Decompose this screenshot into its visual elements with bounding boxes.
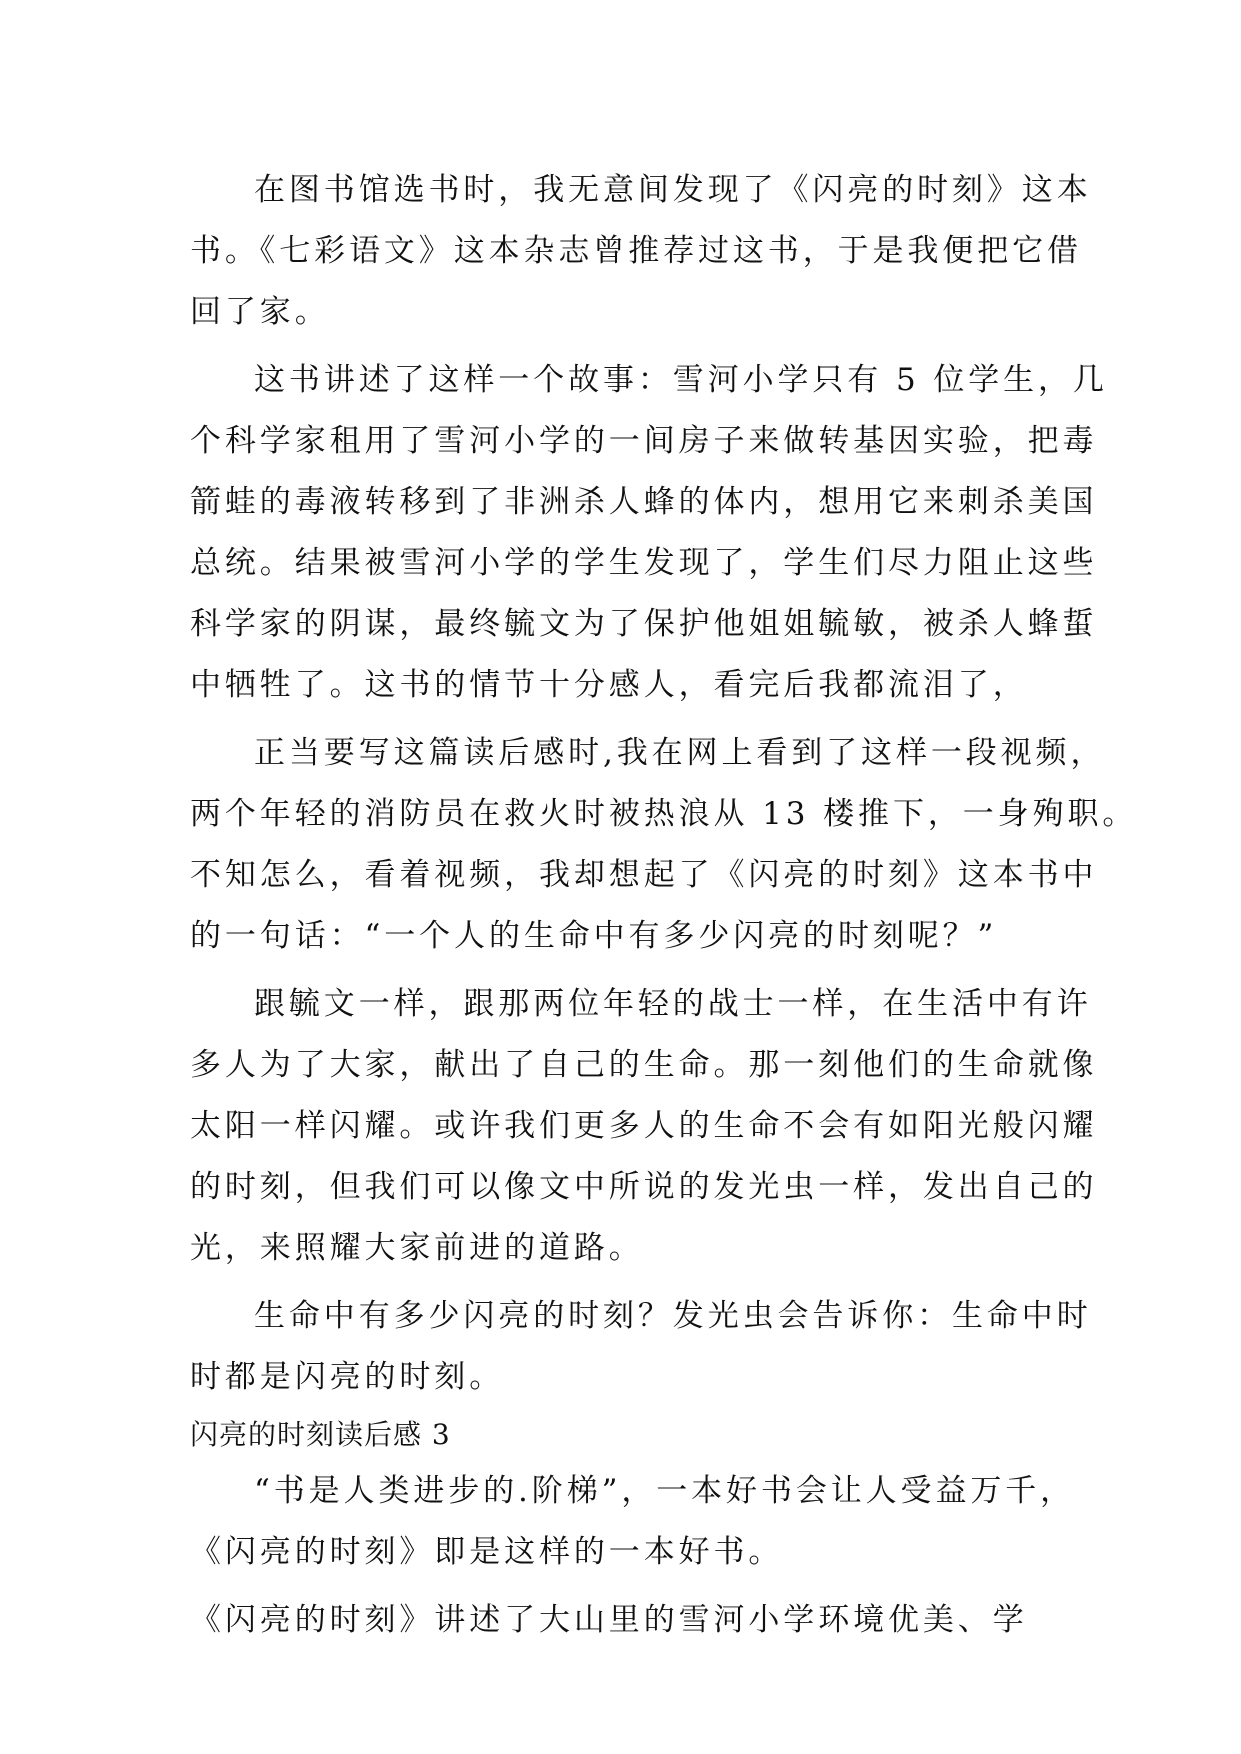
text-line: 生命中有多少闪亮的时刻？发光虫会告诉你：生命中时	[254, 1298, 1092, 1334]
paragraph-3	[190, 723, 1138, 967]
text-line: 科学家的阴谋，最终毓文为了保护他姐姐毓敏，被杀人蜂蜇	[190, 606, 1098, 642]
text-line: 箭蛙的毒液转移到了非洲杀人蜂的体内，想用它来刺杀美国	[190, 484, 1098, 520]
text-line: 两个年轻的消防员在救火时被热浪从 13 楼推下，一身殉职。	[190, 796, 1138, 832]
text-line: 时都是闪亮的时刻。	[190, 1359, 505, 1395]
paragraph-1	[190, 160, 1092, 343]
paragraph-2	[190, 350, 1108, 716]
section-heading: 闪亮的时刻读后感 3	[190, 1418, 451, 1451]
document-body	[190, 160, 1138, 1651]
paragraph-7	[190, 1590, 1050, 1651]
text-line: 光，来照耀大家前进的道路。	[190, 1230, 644, 1266]
text-line: 个科学家租用了雪河小学的一间房子来做转基因实验，把毒	[190, 423, 1098, 459]
text-line: 中牺牲了。这书的情节十分感人，看完后我都流泪了，	[190, 667, 1028, 703]
text-line: 总统。结果被雪河小学的学生发现了，学生们尽力阻止这些	[190, 545, 1098, 581]
text-line: 多人为了大家，献出了自己的生命。那一刻他们的生命就像	[190, 1047, 1098, 1083]
paragraph-4	[190, 974, 1098, 1279]
text-line: 正当要写这篇读后感时,我在网上看到了这样一段视频，	[254, 735, 1106, 771]
text-line: 跟毓文一样，跟那两位年轻的战士一样，在生活中有许	[254, 986, 1092, 1022]
text-line: “书是人类进步的.阶梯”，一本好书会让人受益万千，	[254, 1473, 1076, 1509]
text-line: 《闪亮的时刻》即是这样的一本好书。	[190, 1534, 784, 1570]
text-line: 太阳一样闪耀。或许我们更多人的生命不会有如阳光般闪耀	[190, 1108, 1098, 1144]
text-line: 在图书馆选书时，我无意间发现了《闪亮的时刻》这本	[254, 172, 1092, 208]
text-line: 《闪亮的时刻》讲述了大山里的雪河小学环境优美、学	[190, 1602, 1028, 1638]
paragraph-6	[190, 1461, 1076, 1583]
text-line: 不知怎么，看着视频，我却想起了《闪亮的时刻》这本书中	[190, 857, 1098, 893]
text-line: 的时刻，但我们可以像文中所说的发光虫一样，发出自己的	[190, 1169, 1098, 1205]
text-line: 回了家。	[190, 294, 330, 330]
text-line: 的一句话：“一个人的生命中有多少闪亮的时刻呢？”	[190, 918, 998, 954]
text-line: 这书讲述了这样一个故事：雪河小学只有 5 位学生，几	[254, 362, 1108, 398]
paragraph-5	[190, 1286, 1092, 1408]
text-line: 书。《七彩语文》这本杂志曾推荐过这书，于是我便把它借	[190, 233, 1082, 269]
